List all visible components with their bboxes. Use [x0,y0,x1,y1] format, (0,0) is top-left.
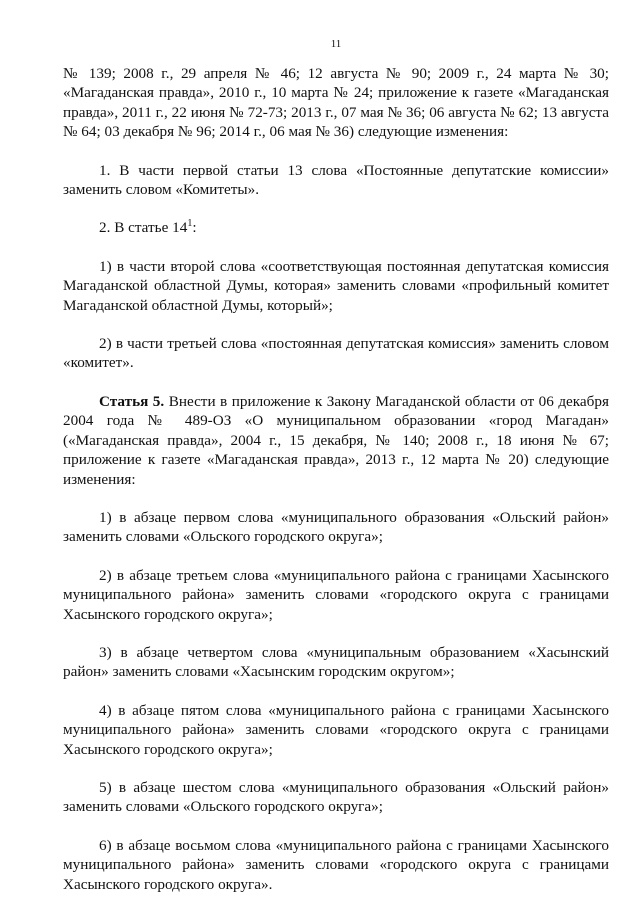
item-2-superscript: 1 [187,218,193,230]
article-5-item-3: 3) в абзаце четвертом слова «муниципальным образованием «Хасынский район» заменить словами «Хасынским городским округом»; [63,643,609,681]
article-5-paragraph [63,392,609,489]
page-number: 11 [330,38,342,50]
item-2-subitem-1: 1) в части второй слова «соответствующая постоянная депутатская комиссия Магаданской областной Думы, которая» заменить словами «профильный комитет Магаданской областной Думы, который»; [63,257,609,314]
intro-paragraph: № 139; 2008 г., 29 апреля № 46; 12 августа № 90; 2009 г., 24 марта № 30; «Магаданская правда», 2010 г., 10 марта № 24; приложение к газете «Магаданская правда», 2011 г., 22 июня № 72-73; 2013 г., 07 мая № 36; 06 августа № 62; 13 августа № 64; 03 декабря № 96; 2014 г., 06 мая № 36) следующие изменения: [63,65,609,141]
article-5-item-1: 1) в абзаце первом слова «муниципального образования «Ольский район» заменить словами «Ольского городского округа»; [63,508,609,546]
article-5-item-4: 4) в абзаце пятом слова «муниципального района с границами Хасынского муниципального района» заменить словами «городского округа с границами Хасынского городского округа»; [63,701,609,758]
article-5-item-5: 5) в абзаце шестом слова «муниципального образования «Ольский район» заменить словами «Ольского городского округа»; [63,778,609,816]
item-1: 1. В части первой статьи 13 слова «Постоянные депутатские комиссии» заменить словом «Комитеты». [63,161,609,199]
article-5-text: Внести в приложение к Закону Магаданской области от 06 декабря 2004 года № 489-ОЗ «О муниципальном образовании «город Магадан» («Магаданская правда», 2004 г., 15 декабря, № 140; 2008 г., 18 июня № 67; приложение к газете «Магаданская правда», 2013 г., 12 марта № 20) следующие изменения: [63,392,609,488]
item-2-subitem-2: 2) в части третьей слова «постоянная депутатская комиссия» заменить словом «комитет». [63,335,609,372]
article-5-title: Статья 5. [99,392,165,410]
item-2-colon: : [192,219,197,237]
item-2 [63,218,609,237]
article-5-item-6: 6) в абзаце восьмом слова «муниципального района с границами Хасынского муниципального района» заменить словами «городского округа с границами Хасынского городского округа». [63,836,609,893]
document-page [63,38,609,898]
article-5-item-2: 2) в абзаце третьем слова «муниципального района с границами Хасынского муниципального района» заменить словами «городского округа с границами Хасынского городского округа»; [63,566,609,623]
item-2-text: 2. В статье 14 [99,219,188,237]
